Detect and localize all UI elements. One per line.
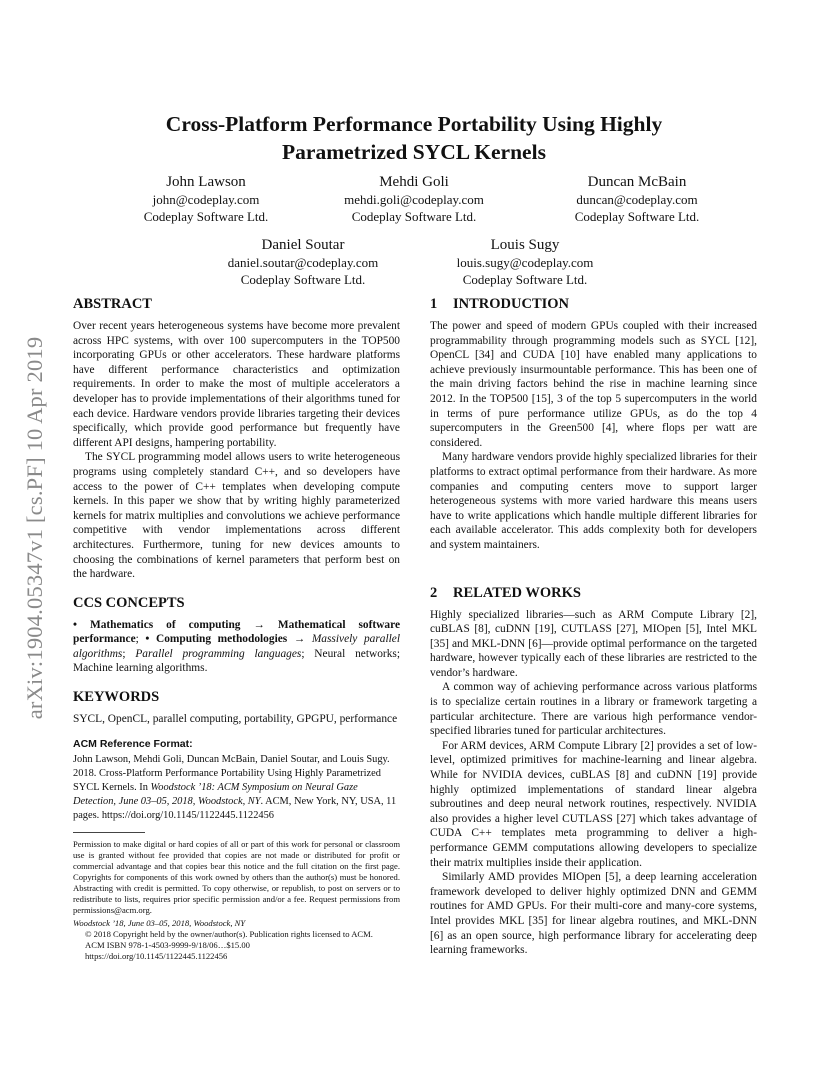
author-name: Mehdi Goli bbox=[379, 174, 449, 190]
related-works-paragraph: A common way of achieving performance across various platforms is to specialize certain routines in a library or framework targeting a particular architecture. There are various high performance vendor-specified libraries tuned for particular architectures. bbox=[430, 681, 757, 738]
footnote-rule bbox=[73, 832, 145, 833]
introduction-heading: 1 INTRODUCTION bbox=[430, 296, 570, 312]
isbn-line: ACM ISBN 978-1-4503-9999-9/18/06…$15.00 bbox=[85, 939, 250, 950]
right-column bbox=[430, 295, 757, 958]
ccs-term-2: Massively parallel algorithms bbox=[73, 633, 401, 660]
ccs-bullet-1: • Mathematics of computing bbox=[73, 618, 241, 631]
acm-reference-venue: Woodstock ’18: ACM Symposium on Neural Gaze Detection, June 03–05, 2018, Woodstock, NY bbox=[73, 782, 358, 808]
acm-reference-heading: ACM Reference Format: bbox=[73, 737, 193, 750]
author-email: john@codeplay.com bbox=[152, 192, 260, 207]
abstract-paragraph: Over recent years heterogeneous systems have become more prevalent across HPC systems, with over 100 supercomputers in the TOP500 incorporating GPUs or other accelerators. These hardware platforms have different performance characteristics and optimization requirements. In order to make the most of multiple accelerators a developer has to provide implementations of their algorithms tuned for each device. Hardware vendors provide libraries targeting their devices specifically, which provide good performance but frequently have different API designs, hampering portability. bbox=[73, 320, 400, 449]
ccs-term-3: Parallel programming languages bbox=[135, 647, 302, 660]
doi-line: https://doi.org/10.1145/1122445.1122456 bbox=[85, 950, 228, 961]
author-email: louis.sugy@codeplay.com bbox=[456, 255, 594, 270]
author-name: Daniel Soutar bbox=[261, 237, 345, 253]
keywords-text: SYCL, OpenCL, parallel computing, portability, GPGPU, performance bbox=[73, 713, 398, 726]
author-email: daniel.soutar@codeplay.com bbox=[227, 255, 379, 270]
introduction-paragraph: The power and speed of modern GPUs coupled with their increased programmability through programming models such as SYCL [12], OpenCL [34] and CUDA [10] have enabled many applications to achieve previously insurmountable performance. This has been one of the main driving factors behind the rise in machine learning since 2012. In the TOP500 [15], 3 of the top 5 supercomputers in the world in terms of pure performance utilize GPUs, as do the top 4 supercomputers in the Green500 [4], where flops per watt are considered. bbox=[430, 320, 757, 449]
ccs-bullet-2: • Computing methodologies bbox=[145, 633, 288, 646]
author-name: John Lawson bbox=[166, 174, 246, 190]
ccs-concepts-text: • Mathematics of computing → Mathematical software performance; • Computing methodologies → Massively parallel algorithms; Parallel programming languages; Neural networks; Machine learning algorithms. bbox=[73, 618, 401, 675]
ccs-concepts-heading: CCS CONCEPTS bbox=[73, 594, 185, 611]
author-block bbox=[517, 173, 757, 225]
author-affiliation: Codeplay Software Ltd. bbox=[574, 208, 700, 224]
introduction-paragraph: Many hardware vendors provide highly specialized libraries for their platforms to extract optimal performance from their hardware. As more companies and computing centers move to support larger heterogeneous systems with more varied hardware this means users have to write applications which handle multiple different libraries for each available accelerator. This adds complexity both for developers and system maintainers. bbox=[430, 451, 757, 551]
acm-reference-text: John Lawson, Mehdi Goli, Duncan McBain, Daniel Soutar, and Louis Sugy. 2018. Cross-Platform Performance Portability Using Highly Parametrized SYCL Kernels. In Woodstock ’18: ACM Symposium on Neural Gaze Detection, June 03–05, 2018, Woodstock, NY. ACM, New York, NY, USA, 11 pages. https://doi.org/10.1145/1122445.1122456 bbox=[73, 753, 397, 822]
ccs-term-1: Mathematical software performance bbox=[73, 618, 400, 646]
abstract-heading: ABSTRACT bbox=[73, 296, 152, 312]
related-works-heading: 2 RELATED WORKS bbox=[430, 584, 581, 601]
author-block bbox=[86, 173, 326, 225]
arxiv-identifier bbox=[22, 293, 48, 763]
copyright-line: © 2018 Copyright held by the owner/author(s). Publication rights licensed to ACM. bbox=[85, 928, 373, 939]
related-works-paragraph: Similarly AMD provides MIOpen [5], a deep learning acceleration framework developed to deliver highly optimized DNN and GEMM routines for AMD GPUs. For their multi-core and many-core systems, Intel provides MKL [35] for linear algebra routines, and MKL-DNN [6] as an open source, high performance library for accelerating deep learning frameworks. bbox=[430, 871, 757, 957]
author-name: Louis Sugy bbox=[490, 237, 560, 253]
abstract-paragraph: The SYCL programming model allows users to write heterogeneous programs using completely standard C++, and so developers have access to the power of C++ templates when developing compute kernels. In this paper we show that by writing highly parameterized kernels for matrix multiplies and convolutions we achieve performance competitive with vendor implementations across different architectures. Furthermore, tuning for new devices amounts to choosing the combinations of kernel parameters that perform best on the hardware. bbox=[73, 451, 400, 581]
author-name: Duncan McBain bbox=[587, 174, 687, 190]
permission-venue: Woodstock ’18, June 03–05, 2018, Woodstock, NY bbox=[73, 917, 246, 928]
author-block bbox=[183, 236, 423, 288]
paper-title-line-1: Cross-Platform Performance Portability Using Highly bbox=[165, 112, 663, 136]
related-works-paragraph: Highly specialized libraries—such as ARM Compute Library [2], cuBLAS [8], cuDNN [19], CUTLASS [27], MIOpen [5], Intel MKL [35] and MKL-DNN [6]—provide optimal performance on the targeted hardware, however typically each of these libraries are restricted to the vendor’s hardware. bbox=[430, 608, 757, 679]
author-affiliation: Codeplay Software Ltd. bbox=[240, 271, 366, 287]
related-works-paragraph: For ARM devices, ARM Compute Library [2] provides a set of low-level, optimized primitives for machine-learning and linear algebra. While for NVIDIA devices, cuBLAS [8] and cuDNN [19] provide highly optimized implementations of standard linear algebra subroutines and deep neural network routines, respectively. NVIDIA also provides a higher level CUTLASS [27] which takes advantage of CUDA C++ templates meta programming to deliver a high-performance GEMM computations allowing developers to specialize their matrix multiplies inside their application. bbox=[430, 739, 757, 869]
author-email: mehdi.goli@codeplay.com bbox=[344, 192, 484, 207]
author-affiliation: Codeplay Software Ltd. bbox=[143, 208, 269, 224]
permission-notice: Permission to make digital or hard copies of all or part of this work for personal or classroom use is granted without fee provided that copies are not made or distributed for profit or commercial advantage and that copies bear this notice and the full citation on the first page. Copyrights for components of this work owned by others than the author(s) must be honored. Abstracting with credit is permitted. To copy otherwise, or republish, to post on servers or to redistribute to lists, requires prior specific permission and/or a fee. Request permissions from permissions@acm.org. bbox=[73, 838, 400, 915]
keywords-heading: KEYWORDS bbox=[73, 689, 160, 706]
author-email: duncan@codeplay.com bbox=[576, 192, 698, 207]
author-affiliation: Codeplay Software Ltd. bbox=[351, 208, 477, 224]
paper-title-line-2: Parametrized SYCL Kernels bbox=[282, 140, 546, 164]
author-block bbox=[294, 173, 534, 225]
paper-title bbox=[0, 110, 828, 166]
author-block bbox=[405, 236, 645, 288]
arxiv-identifier-text: arXiv:1904.05347v1 [cs.PF] 10 Apr 2019 bbox=[22, 336, 47, 720]
author-affiliation: Codeplay Software Ltd. bbox=[462, 271, 588, 287]
left-column bbox=[73, 295, 400, 962]
